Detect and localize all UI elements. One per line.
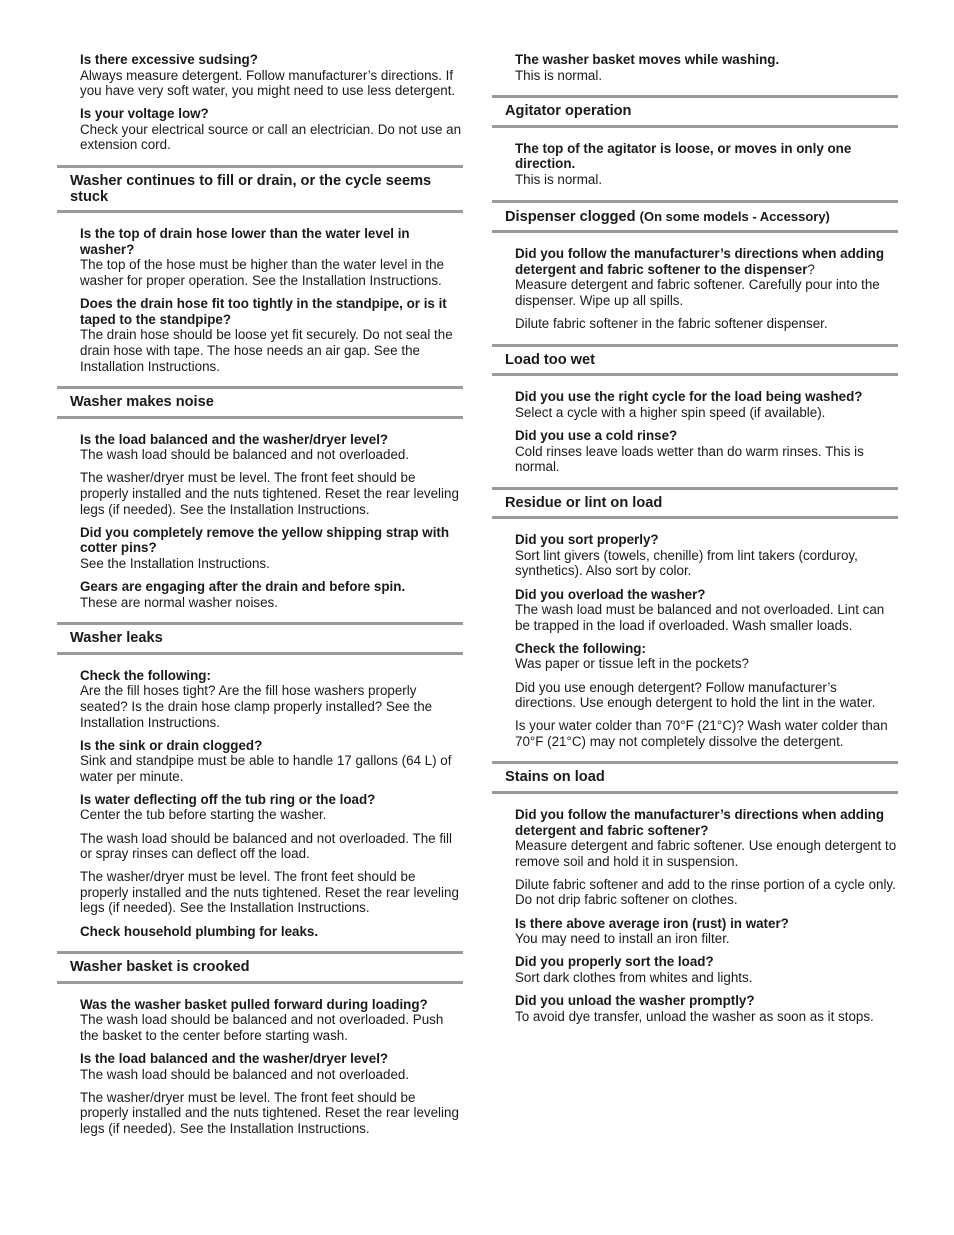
section-body <box>492 389 898 474</box>
question-text: Did you follow the manufacturer’s directions when adding detergent and fabric softener to the dispenser <box>515 246 885 277</box>
question: Is the load balanced and the washer/dryer level? <box>80 1051 389 1066</box>
answer: Always measure detergent. Follow manufacturer’s directions. If you have very soft water, you might need to use less detergent. <box>80 67 456 99</box>
troubleshoot-item <box>80 432 463 463</box>
answer: The wash load should be balanced and not overloaded. <box>80 447 410 463</box>
answer: This is normal. <box>515 67 603 83</box>
answer: Sort dark clothes from whites and lights. <box>515 969 753 985</box>
section-heading: Agitator operation <box>492 95 898 128</box>
troubleshoot-item <box>80 924 463 940</box>
troubleshoot-item <box>515 916 898 947</box>
section-heading: Stains on load <box>492 761 898 794</box>
troubleshoot-item <box>515 954 898 985</box>
troubleshoot-item <box>515 641 898 672</box>
troubleshoot-item <box>80 296 463 374</box>
answer: Check your electrical source or call an electrician. Do not use an extension cord. <box>80 121 462 153</box>
section-body <box>492 141 898 188</box>
question: Did you unload the washer promptly? <box>515 992 755 1008</box>
answer: The wash load should be balanced and not overloaded. Push the basket to the center before starting wash. <box>80 1012 444 1043</box>
question: Is there above average iron (rust) in water? <box>515 915 789 931</box>
troubleshoot-item <box>80 226 463 288</box>
section-body <box>57 432 463 610</box>
paragraph: Did you use enough detergent? Follow manufacturer’s directions. Use enough detergent to hold the lint in the water. <box>515 679 876 711</box>
question: Did you use the right cycle for the load being washed? <box>515 389 863 405</box>
intro-block <box>492 52 898 83</box>
section-heading-subtitle: (On some models - Accessory) <box>639 208 830 224</box>
troubleshoot-item <box>80 525 463 572</box>
paragraph: The washer/dryer must be level. The front feet should be properly installed and the nuts tightened. Reset the rear leveling legs (if needed). See the Installation Instructions. <box>80 869 459 916</box>
answer: This is normal. <box>515 171 603 187</box>
troubleshoot-item <box>80 106 463 153</box>
paragraph: The washer/dryer must be level. The front feet should be properly installed and the nuts tightened. Reset the rear leveling legs (if needed). See the Installation Instructions. <box>80 470 459 517</box>
question: Is your voltage low? <box>80 106 209 122</box>
question: The top of the agitator is loose, or moves in only one direction. <box>515 140 852 172</box>
troubleshoot-item <box>80 997 463 1044</box>
section-heading-title: Dispenser clogged <box>505 208 636 225</box>
section-body <box>57 997 463 1137</box>
question: Gears are engaging after the drain and before spin. <box>80 578 406 594</box>
paragraph: Is your water colder than 70°F (21°C)? Wash water colder than 70°F (21°C) may not completely dissolve the detergent. <box>515 718 888 749</box>
troubleshoot-item <box>80 52 463 99</box>
section-body <box>492 807 898 1024</box>
troubleshoot-item <box>515 389 898 420</box>
answer: These are normal washer noises. <box>80 594 278 610</box>
section-body <box>492 532 898 749</box>
question: The washer basket moves while washing. <box>515 52 780 67</box>
section-body <box>57 226 463 374</box>
section-heading: Washer leaks <box>57 622 463 655</box>
answer: Was paper or tissue left in the pockets? <box>515 656 749 672</box>
question: Was the washer basket pulled forward during loading? <box>80 996 428 1012</box>
section-heading <box>492 200 898 234</box>
question-mark: ? <box>807 261 815 277</box>
question: Is the top of drain hose lower than the water level in washer? <box>80 226 410 257</box>
question: Check the following: <box>515 640 646 656</box>
question: Check the following: <box>80 667 211 683</box>
answer: You may need to install an iron filter. <box>515 931 730 947</box>
question: Is water deflecting off the tub ring or the load? <box>80 791 376 807</box>
paragraph: The washer/dryer must be level. The front feet should be properly installed and the nuts tightened. Reset the rear leveling legs (if needed). See the Installation Instructions. <box>80 1089 459 1136</box>
troubleshoot-item <box>515 428 898 475</box>
section-heading: Washer makes noise <box>57 386 463 419</box>
section-body <box>57 668 463 939</box>
question: Did you properly sort the load? <box>515 954 714 970</box>
section-body <box>492 246 898 331</box>
answer: Are the fill hoses tight? Are the fill hose washers properly seated? Is the drain hose clamp properly installed? See the Installation Instructions. <box>80 683 433 730</box>
question: Is the load balanced and the washer/dryer level? <box>80 431 389 447</box>
question: Did you completely remove the yellow shipping strap with cotter pins? <box>80 524 450 556</box>
question: Is there excessive sudsing? <box>80 52 258 67</box>
troubleshoot-item <box>515 993 898 1024</box>
answer: Sort lint givers (towels, chenille) from lint takers (corduroy, synthetics). Also sort by color. <box>515 547 858 579</box>
troubleshoot-item <box>515 141 898 188</box>
answer: To avoid dye transfer, unload the washer as soon as it stops. <box>515 1008 874 1024</box>
troubleshoot-item <box>80 738 463 785</box>
answer: Measure detergent and fabric softener. Carefully pour into the dispenser. Wipe up all spills. <box>515 277 880 308</box>
question <box>515 246 898 277</box>
answer: The drain hose should be loose yet fit securely. Do not seal the drain hose with tape. The hose needs an air gap. See the Installation Instructions. <box>80 327 453 374</box>
answer: Cold rinses leave loads wetter than do warm rinses. This is normal. <box>515 443 864 475</box>
question: Is the sink or drain clogged? <box>80 737 263 753</box>
right-column <box>492 52 898 1032</box>
question: Did you follow the manufacturer’s directions when adding detergent and fabric softener? <box>515 807 885 838</box>
troubleshoot-item <box>515 807 898 869</box>
troubleshoot-item <box>80 792 463 823</box>
troubleshoot-item <box>80 1051 463 1082</box>
answer: The top of the hose must be higher than the water level in the washer for proper operation. See the Installation Instructions. <box>80 257 445 289</box>
paragraph: The wash load should be balanced and not overloaded. The fill or spray rinses can deflect off the load. <box>80 830 452 862</box>
left-column <box>57 52 463 1144</box>
section-heading: Washer basket is crooked <box>57 951 463 984</box>
question: Does the drain hose fit too tightly in the standpipe, or is it taped to the standpipe? <box>80 296 447 327</box>
troubleshoot-item <box>515 246 898 308</box>
troubleshoot-item <box>80 668 463 730</box>
question: Did you use a cold rinse? <box>515 427 678 443</box>
question: Check household plumbing for leaks. <box>80 923 319 939</box>
answer: The wash load should be balanced and not overloaded. <box>80 1066 410 1082</box>
intro-block <box>57 52 463 153</box>
answer: See the Installation Instructions. <box>80 555 270 571</box>
question: Did you sort properly? <box>515 532 659 548</box>
troubleshoot-item <box>515 587 898 634</box>
paragraph: Dilute fabric softener and add to the rinse portion of a cycle only. Do not drip fabric softener on clothes. <box>515 876 896 908</box>
section-heading: Residue or lint on load <box>492 487 898 520</box>
question: Did you overload the washer? <box>515 586 706 602</box>
answer: Select a cycle with a higher spin speed (if available). <box>515 404 826 420</box>
paragraph: Dilute fabric softener in the fabric softener dispenser. <box>515 316 828 332</box>
troubleshoot-item <box>515 52 898 83</box>
troubleshoot-item <box>515 532 898 579</box>
answer: The wash load must be balanced and not overloaded. Lint can be trapped in the load if overloaded. Wash smaller loads. <box>515 602 885 633</box>
answer: Sink and standpipe must be able to handle 17 gallons (64 L) of water per minute. <box>80 753 452 784</box>
answer: Center the tub before starting the washer. <box>80 807 327 823</box>
answer: Measure detergent and fabric softener. Use enough detergent to remove soil and hold it in suspension. <box>515 838 897 869</box>
section-heading: Load too wet <box>492 344 898 377</box>
troubleshoot-item <box>80 579 463 610</box>
section-heading: Washer continues to fill or drain, or the cycle seems stuck <box>57 165 463 213</box>
